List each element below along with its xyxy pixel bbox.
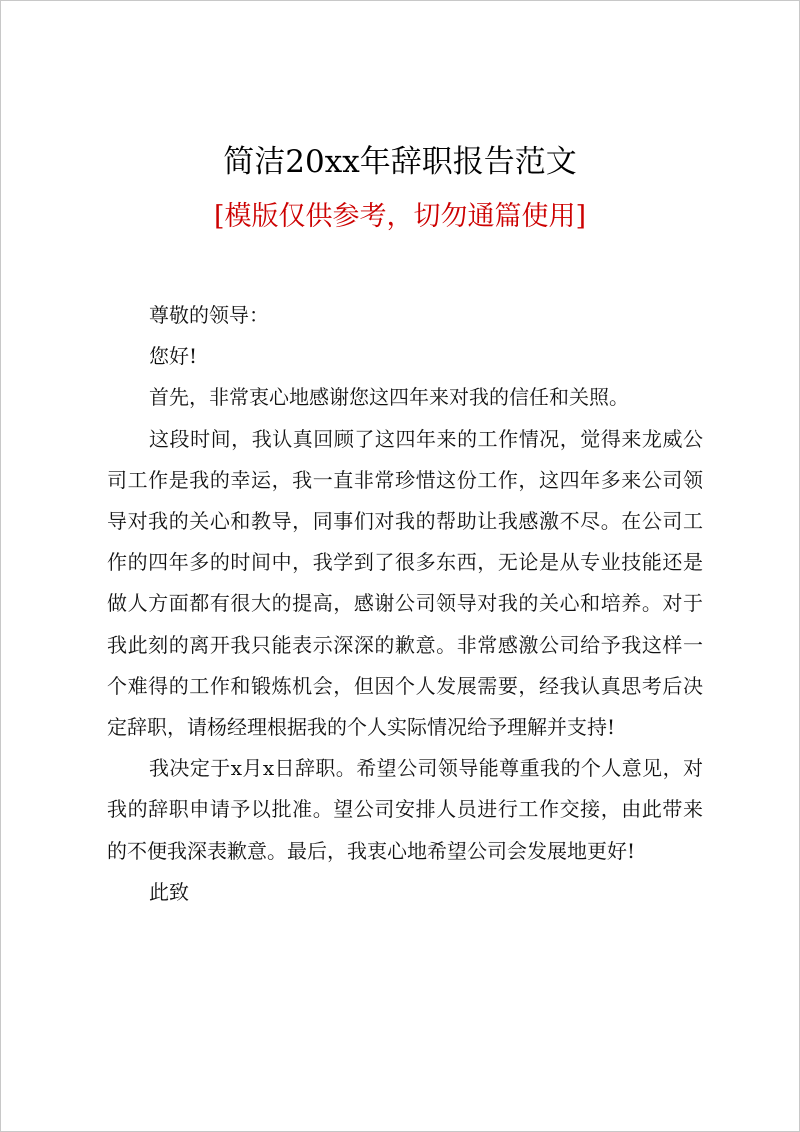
paragraph: 首先，非常衷心地感谢您这四年来对我的信任和关照。 xyxy=(149,385,629,410)
template-notice: [模版仅供参考，切勿通篇使用] xyxy=(213,201,587,232)
closing: 此致 xyxy=(149,879,189,904)
salutation: 尊敬的领导： xyxy=(149,303,269,327)
paragraph: 我决定于x月x日辞职。希望公司领导能尊重我的个人意见，对我的辞职申请予以批准。望公司安排人员进行工作交接，由此带来的不便我深表歉意。最后，我衷心地希望公司会发展地更好! xyxy=(107,756,703,863)
paragraph: 这段时间，我认真回顾了这四年来的工作情况，觉得来龙威公司工作是我的幸运，我一直非常珍惜这份工作，这四年多来公司领导对我的关心和教导，同事们对我的帮助让我感激不尽。在公司工作的四年多的时间中，我学到了很多东西，无论是从专业技能还是做人方面都有很大的提高，感谢公司领导对我的关心和培养。对于我此刻的离开我只能表示深深的歉意。非常感激公司给予我这样一个难得的工作和锻炼机会，但因个人发展需要，经我认真思考后决定辞职，请杨经理根据我的个人实际情况给予理解并支持! xyxy=(107,426,703,740)
document-title: 简洁20xx年辞职报告范文 xyxy=(223,144,577,180)
greeting: 您好! xyxy=(149,344,198,369)
letter-body xyxy=(107,295,703,913)
